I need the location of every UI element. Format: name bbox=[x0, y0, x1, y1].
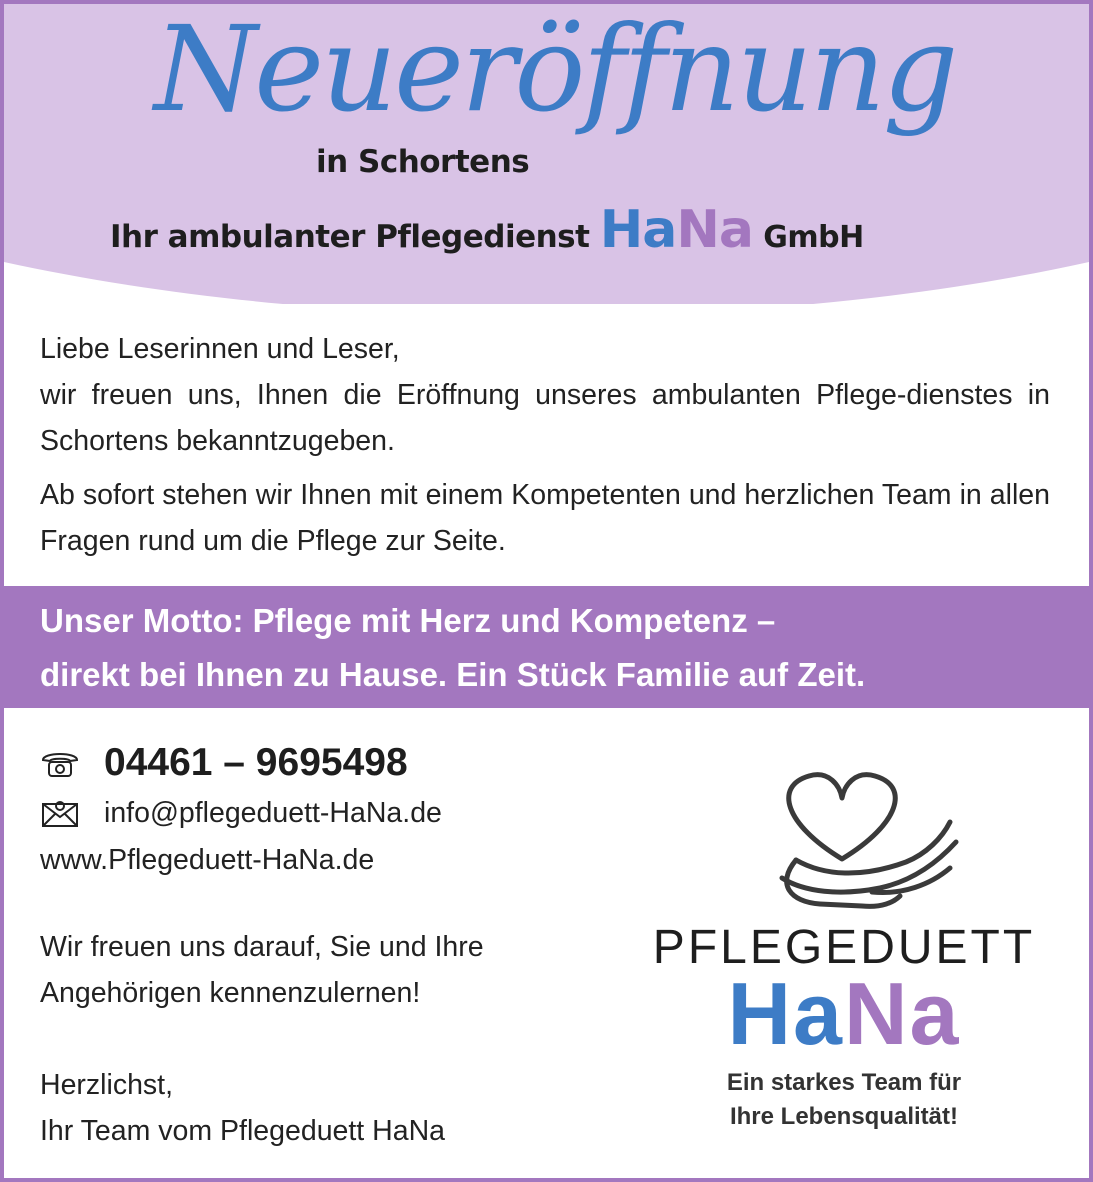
intro-text bbox=[40, 326, 1050, 564]
contact-block bbox=[40, 736, 442, 884]
logo-brand bbox=[624, 964, 1064, 1063]
company-prefix: Ihr ambulanter Pflegedienst bbox=[110, 219, 590, 255]
closing-line-2: Angehörigen kennenzulernen! bbox=[40, 977, 421, 1009]
heart-hand-icon bbox=[624, 764, 1064, 934]
logo-brand-ha: Ha bbox=[727, 964, 844, 1063]
phone-row bbox=[40, 736, 442, 790]
intro-paragraph-1: wir freuen uns, Ihnen die Eröffnung unseres ambulanten Pflege-dienstes in Schortens bekanntzugeben. bbox=[40, 379, 1050, 457]
pflegeduett-logo bbox=[624, 764, 1064, 1144]
logo-slogan-line-1: Ein starkes Team für bbox=[726, 1069, 962, 1096]
motto-line-2: direkt bei Ihnen zu Hause. Ein Stück Familie auf Zeit. bbox=[40, 656, 866, 693]
phone-icon bbox=[40, 746, 86, 780]
closing-text bbox=[40, 924, 484, 1154]
motto-line-1: Unser Motto: Pflege mit Herz und Kompetenz – bbox=[40, 602, 776, 639]
headline-city: in Schortens bbox=[316, 144, 530, 180]
brand-ha: Ha bbox=[599, 200, 677, 260]
intro-paragraph-2: Ab sofort stehen wir Ihnen mit einem Kompetenten und herzlichen Team in allen Fragen rund um die Pflege zur Seite. bbox=[40, 479, 1050, 557]
website-link[interactable]: www.Pflegeduett-HaNa.de bbox=[40, 843, 375, 876]
logo-name: PFLEGEDUETT bbox=[652, 921, 1036, 974]
phone-number[interactable]: 04461 – 9695498 bbox=[104, 741, 408, 784]
company-line bbox=[110, 200, 864, 260]
company-suffix: GmbH bbox=[763, 220, 864, 255]
closing-signoff: Herzlichst, bbox=[40, 1069, 174, 1101]
website-row bbox=[40, 836, 442, 884]
logo-slogan-line-2: Ihre Lebensqualität! bbox=[729, 1103, 959, 1130]
closing-line-1: Wir freuen uns darauf, Sie und Ihre bbox=[40, 931, 484, 963]
closing-signature: Ihr Team vom Pflegeduett HaNa bbox=[40, 1115, 446, 1147]
company-brand bbox=[600, 200, 753, 260]
logo-slogan bbox=[624, 1066, 1064, 1134]
email-address[interactable]: info@pflegeduett-HaNa.de bbox=[104, 796, 442, 829]
motto-banner bbox=[4, 586, 1089, 708]
brand-na: Na bbox=[676, 200, 753, 260]
email-row bbox=[40, 790, 442, 836]
headline-neueroeffnung: Neueröffnung bbox=[154, 0, 956, 138]
logo-brand-na: Na bbox=[844, 964, 961, 1063]
greeting: Liebe Leserinnen und Leser, bbox=[40, 333, 400, 365]
envelope-icon bbox=[40, 797, 86, 829]
